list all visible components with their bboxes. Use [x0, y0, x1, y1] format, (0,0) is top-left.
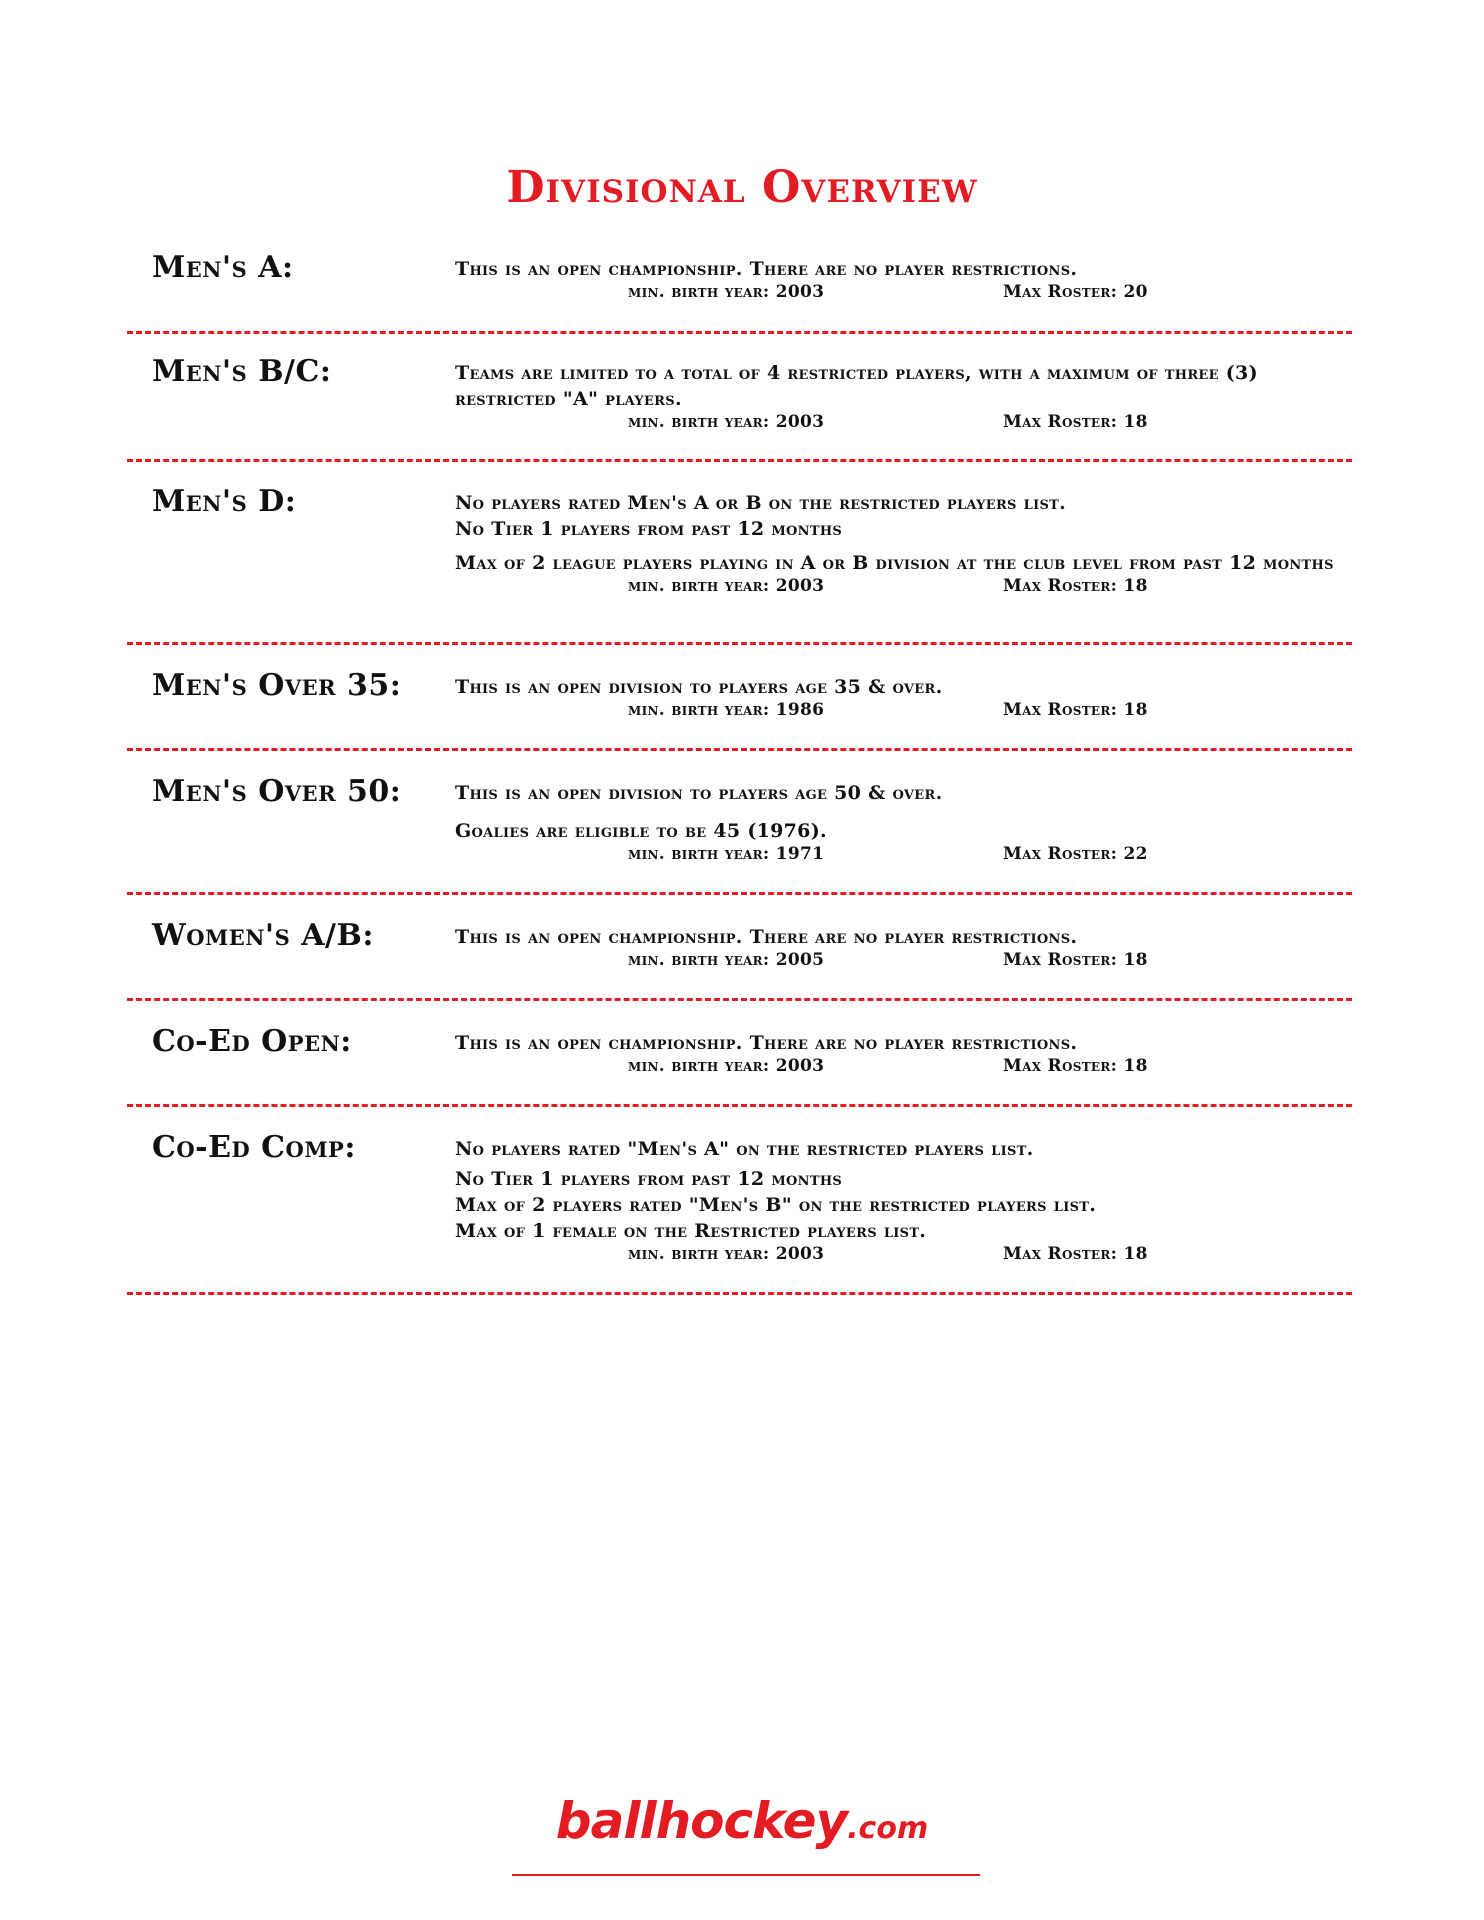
max-roster: Max Roster: 18	[1003, 1056, 1148, 1076]
section-divider	[127, 998, 1352, 1001]
division-meta	[455, 412, 1355, 436]
division-name: Men's D:	[152, 484, 297, 519]
section-divider	[127, 748, 1352, 751]
division-details	[455, 674, 1355, 724]
max-roster: Max Roster: 18	[1003, 1244, 1148, 1264]
section-divider	[127, 331, 1352, 334]
division-details	[455, 490, 1355, 600]
division-meta	[455, 950, 1355, 974]
division-meta	[455, 700, 1355, 724]
division-name: Men's Over 50:	[152, 774, 402, 809]
division-rule: No Tier 1 players from past 12 months	[455, 518, 843, 540]
division-name: Men's A:	[152, 250, 294, 285]
section-divider	[127, 892, 1352, 895]
min-birth-year: min. birth year: 2003	[628, 282, 825, 302]
ballhockey-logo	[0, 1792, 1484, 1850]
division-meta	[455, 844, 1355, 868]
max-roster: Max Roster: 18	[1003, 412, 1148, 432]
max-roster: Max Roster: 20	[1003, 282, 1148, 302]
division-name: Men's B/C:	[152, 354, 332, 389]
division-rule: This is an open championship. There are no player restrictions.	[455, 1032, 1078, 1054]
min-birth-year: min. birth year: 1971	[628, 844, 825, 864]
section-divider	[127, 1292, 1352, 1295]
division-name: Men's Over 35:	[152, 668, 402, 703]
division-rule: Teams are limited to a total of 4 restricted players, with a maximum of three (3) restricted "A" players.	[455, 362, 1258, 410]
section-divider	[127, 459, 1352, 462]
logo-wordmark: ballhockey	[555, 1792, 848, 1850]
division-details	[455, 1136, 1355, 1268]
division-rule: Max of 2 league players playing in A or B division at the club level from past 12 months	[455, 552, 1334, 574]
max-roster: Max Roster: 18	[1003, 576, 1148, 596]
division-meta	[455, 576, 1355, 600]
division-name: Co-Ed Comp:	[152, 1130, 356, 1165]
division-details	[455, 360, 1355, 436]
min-birth-year: min. birth year: 2005	[628, 950, 825, 970]
min-birth-year: min. birth year: 2003	[628, 412, 825, 432]
division-rule: No Tier 1 players from past 12 months	[455, 1168, 843, 1190]
division-meta	[455, 1244, 1355, 1268]
division-rule: This is an open division to players age 35 & over.	[455, 676, 943, 698]
min-birth-year: min. birth year: 2003	[628, 1056, 825, 1076]
division-details	[455, 256, 1355, 306]
max-roster: Max Roster: 18	[1003, 950, 1148, 970]
section-divider	[127, 1104, 1352, 1107]
division-rule: No players rated "Men's A" on the restricted players list.	[455, 1138, 1034, 1160]
division-rule: This is an open championship. There are no player restrictions.	[455, 258, 1078, 280]
division-name: Co-Ed Open:	[152, 1024, 352, 1059]
page-title: Divisional Overview	[506, 162, 978, 213]
logo-underline	[512, 1874, 980, 1876]
min-birth-year: min. birth year: 2003	[628, 576, 825, 596]
max-roster: Max Roster: 22	[1003, 844, 1148, 864]
division-details	[455, 780, 1355, 868]
max-roster: Max Roster: 18	[1003, 700, 1148, 720]
division-meta	[455, 282, 1355, 306]
division-rule: Max of 1 female on the Restricted players list.	[455, 1220, 927, 1242]
min-birth-year: min. birth year: 1986	[628, 700, 825, 720]
division-rule: This is an open championship. There are no player restrictions.	[455, 926, 1078, 948]
division-name: Women's A/B:	[152, 918, 374, 953]
division-details	[455, 1030, 1355, 1080]
division-rule: Goalies are eligible to be 45 (1976).	[455, 820, 827, 842]
division-rule: Max of 2 players rated "Men's B" on the restricted players list.	[455, 1194, 1097, 1216]
division-rule: No players rated Men's A or B on the restricted players list.	[455, 492, 1067, 514]
division-rule: This is an open division to players age 50 & over.	[455, 782, 943, 804]
section-divider	[127, 642, 1352, 645]
logo-tld: .com	[847, 1811, 929, 1846]
min-birth-year: min. birth year: 2003	[628, 1244, 825, 1264]
division-meta	[455, 1056, 1355, 1080]
division-details	[455, 924, 1355, 974]
